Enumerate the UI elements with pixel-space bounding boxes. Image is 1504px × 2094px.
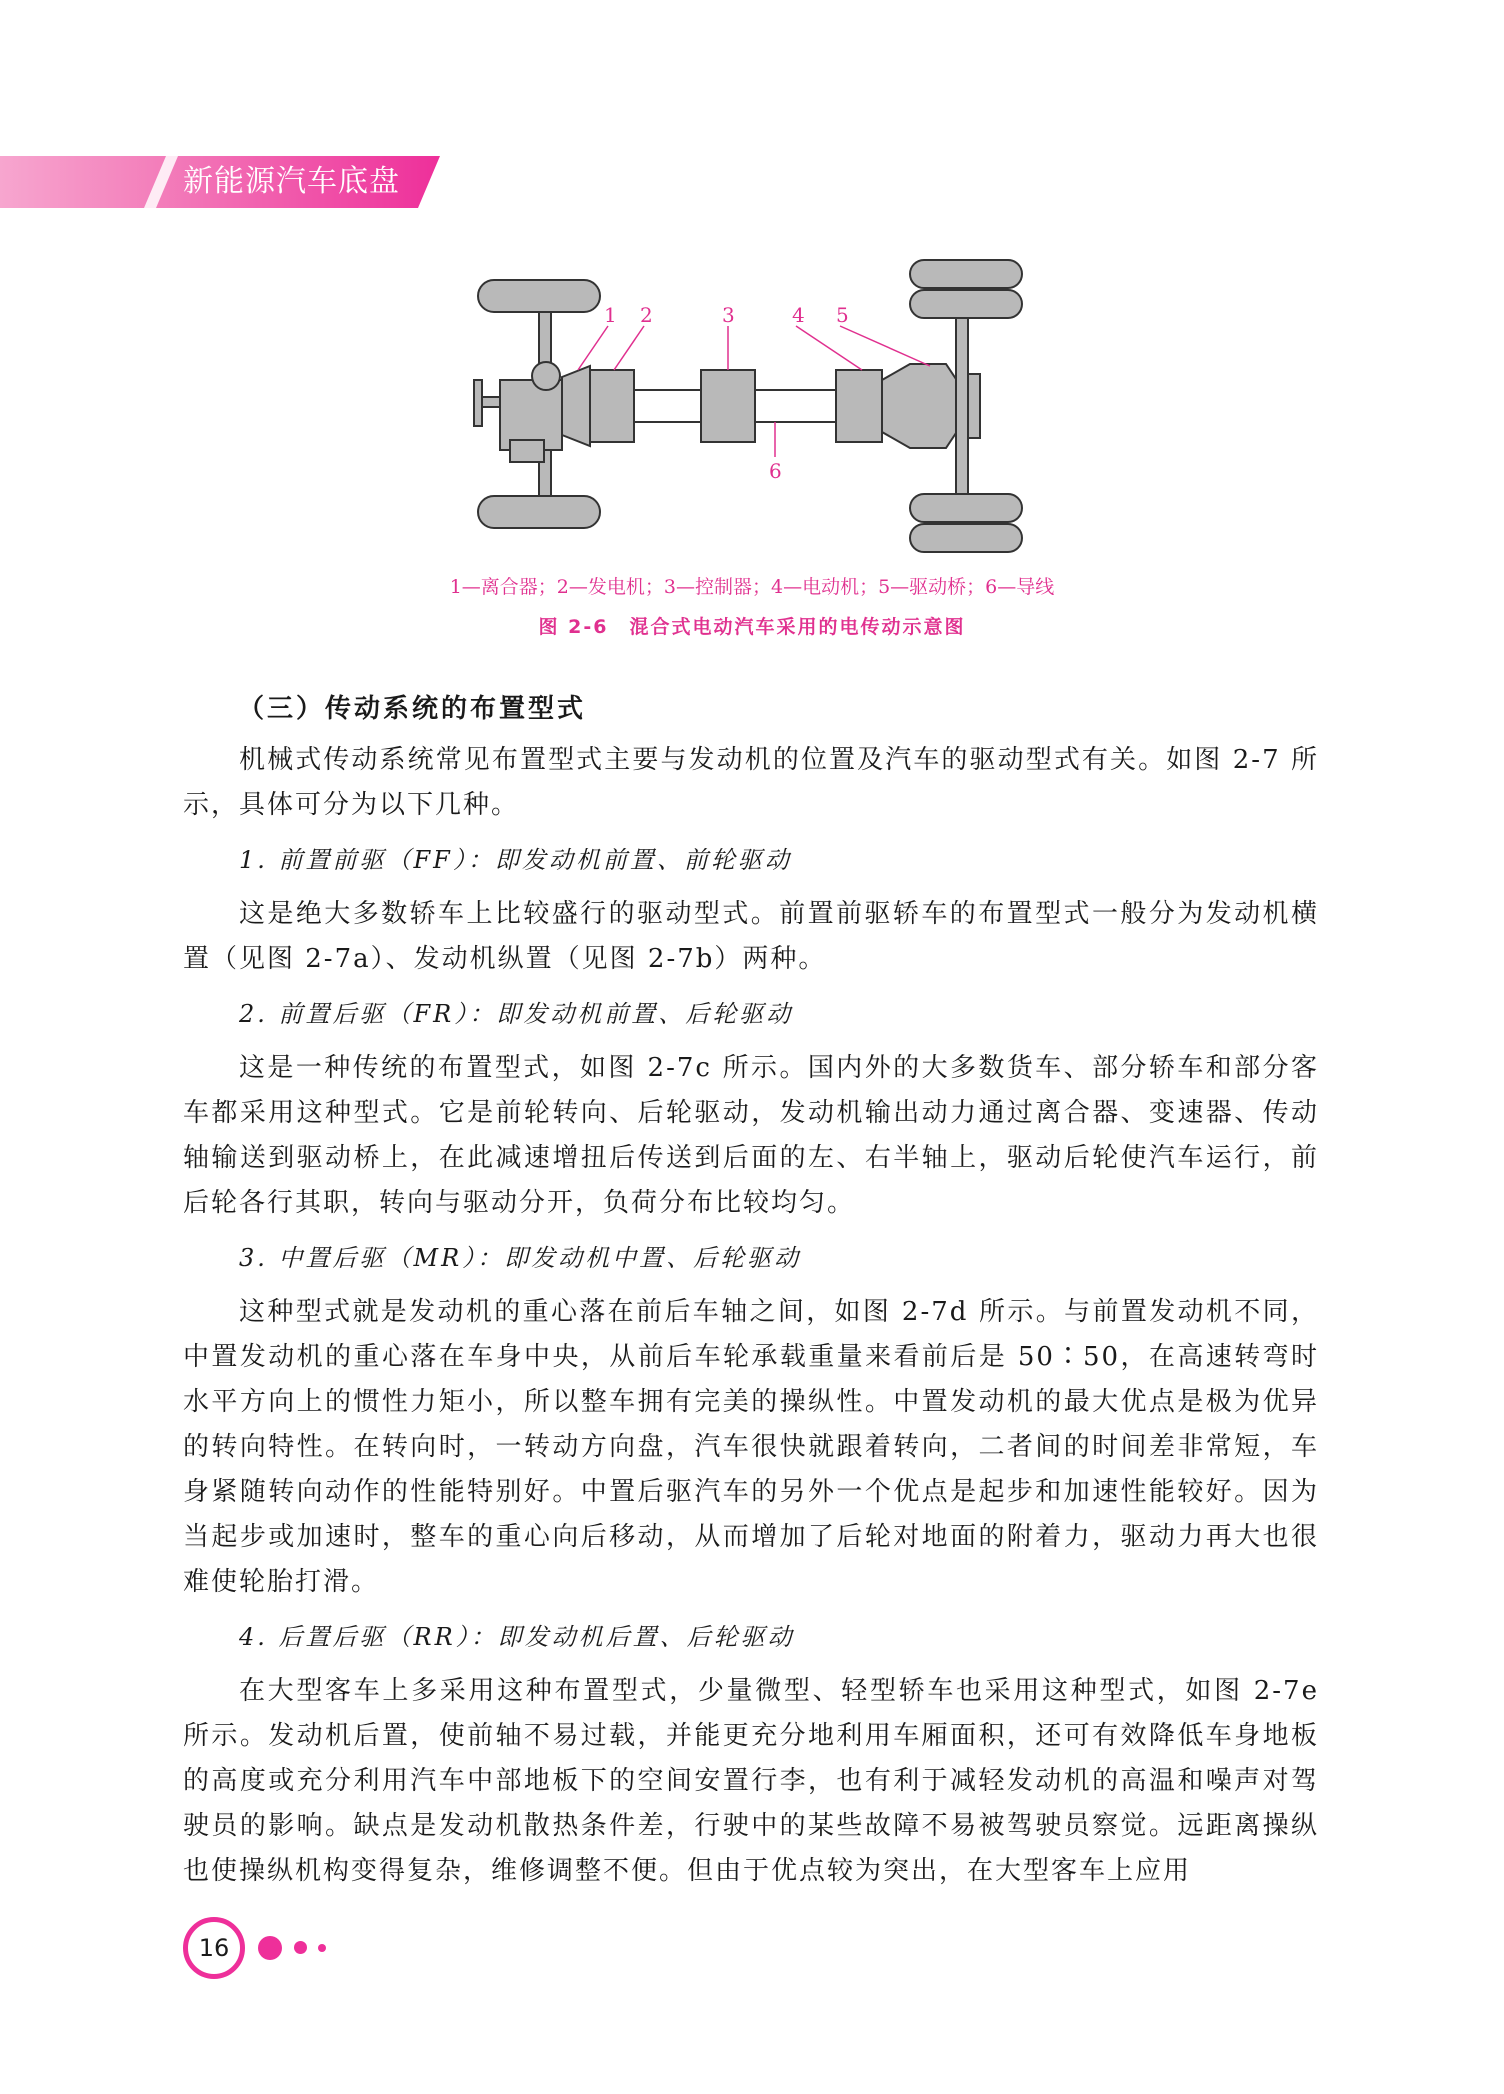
page-number: 16	[183, 1917, 245, 1979]
book-title: 新能源汽车底盘	[183, 164, 400, 199]
label-2: 2	[640, 303, 653, 327]
subheading-mr: 3. 中置后驱（MR）：即发动机中置、后轮驱动	[239, 1244, 802, 1272]
figure-legend: 1—离合器；2—发电机；3—控制器；4—电动机；5—驱动桥；6—导线	[449, 576, 1055, 598]
paragraph-ff: 这是绝大多数轿车上比较盛行的驱动型式。前置前驱轿车的布置型式一般分为发动机横置（见图 2-7a）、发动机纵置（见图 2-7b）两种。	[183, 899, 1319, 974]
front-left-wheel	[478, 280, 600, 312]
page-dot-medium	[294, 1941, 307, 1954]
rear-wheel-outer-top	[910, 260, 1022, 288]
subheading-ff: 1. 前置前驱（FF）：即发动机前置、前轮驱动	[239, 846, 792, 874]
label-1: 1	[604, 303, 617, 327]
generator	[590, 370, 634, 442]
electric-motor	[836, 370, 882, 442]
rear-wheel-inner-bottom	[910, 494, 1022, 522]
intro-paragraph: 机械式传动系统常见布置型式主要与发动机的位置及汽车的驱动型式有关。如图 2-7 所示，具体可分为以下几种。	[183, 745, 1319, 820]
label-3: 3	[722, 303, 735, 327]
front-right-wheel	[478, 496, 600, 528]
drive-axle-housing	[882, 364, 958, 448]
page-dot-large	[258, 1936, 282, 1960]
subheading-rr: 4. 后置后驱（RR）：即发动机后置、后轮驱动	[239, 1623, 795, 1651]
clutch	[562, 366, 590, 446]
body-text	[183, 738, 1319, 1906]
controller	[701, 370, 755, 442]
paragraph-rr: 在大型客车上多采用这种布置型式，少量微型、轻型轿车也采用这种型式，如图 2-7e 所示。发动机后置，使前轴不易过载，并能更充分地利用车厢面积，还可有效降低车身地板的高度或充分利用汽车中部地板下的空间安置行李，也有利于减轻发动机的高温和噪声对驾驶员的影响。缺点是发动机散热条件差，行驶中的某些故障不易被驾驶员察觉。远距离操纵也使操纵机构变得复杂，维修调整不便。但由于优点较为突出，在大型客车上应用	[183, 1676, 1319, 1886]
figure-caption: 图 2-6 混合式电动汽车采用的电传动示意图	[538, 616, 966, 638]
paragraph-mr: 这种型式就是发动机的重心落在前后车轴之间，如图 2-7d 所示。与前置发动机不同，中置发动机的重心落在车身中央，从前后车轮承载重量来看前后是 50∶50，在高速转弯时水平方向上的惯性力矩小，所以整车拥有完美的操纵性。中置发动机的最大优点是极为优异的转向特性。在转向时，一转动方向盘，汽车很快就跟着转向，二者间的时间差非常短，车身紧随转向动作的性能特别好。中置后驱汽车的另外一个优点是起步和加速性能较好。因为当起步或加速时，整车的重心向后移动，从而增加了后轮对地面的附着力，驱动力再大也很难使轮胎打滑。	[183, 1297, 1319, 1597]
label-6: 6	[769, 459, 782, 483]
paragraph-fr: 这是一种传统的布置型式，如图 2-7c 所示。国内外的大多数货车、部分轿车和部分客车都采用这种型式。它是前轮转向、后轮驱动，发动机输出动力通过离合器、变速器、传动轴输送到驱动桥上，在此减速增扭后传送到后面的左、右半轴上，驱动后轮使汽车运行，前后轮各行其职，转向与驱动分开，负荷分布比较均匀。	[183, 1053, 1319, 1218]
rear-wheel-inner-top	[910, 290, 1022, 318]
label-4: 4	[792, 303, 805, 327]
rear-wheel-outer-bottom	[910, 524, 1022, 552]
subheading-fr: 2. 前置后驱（FR）：即发动机前置、后轮驱动	[239, 1000, 794, 1028]
chassis-diagram	[470, 250, 1030, 560]
page-dot-small	[318, 1944, 326, 1952]
section-heading: （三）传动系统的布置型式	[238, 694, 587, 724]
label-5: 5	[836, 303, 849, 327]
